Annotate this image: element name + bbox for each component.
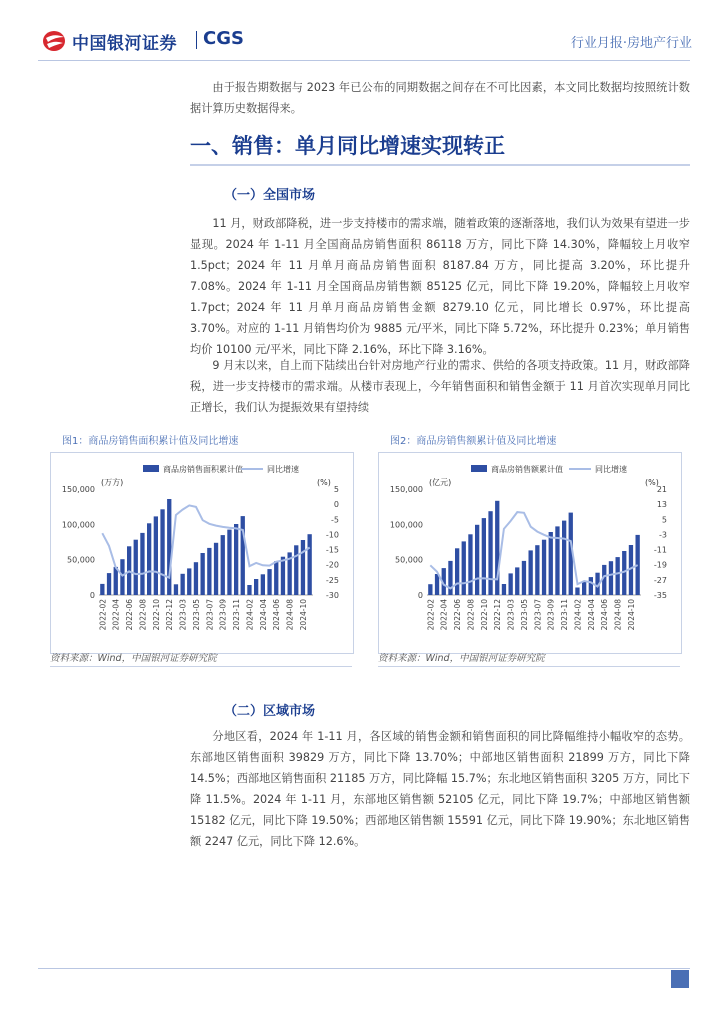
chart2-right-tick: -3	[659, 530, 667, 540]
chart2-right-tick: -35	[653, 591, 667, 600]
chart1-bar	[174, 584, 178, 595]
chart1-bar	[247, 585, 251, 595]
chart1-bar	[221, 535, 225, 595]
chart1-x-tick: 2024-04	[258, 599, 268, 631]
chart2-bar	[435, 574, 439, 595]
chart2-bar	[428, 584, 432, 595]
section-heading: 一、销售：单月同比增速实现转正	[190, 133, 505, 158]
chart1-bar	[167, 499, 171, 595]
chart2-x-tick: 2023-11	[560, 599, 570, 631]
chart2-left-tick: 0	[417, 591, 423, 600]
chart2-x-tick: 2024-08	[613, 599, 623, 631]
chart2-x-tick: 2024-10	[627, 599, 636, 631]
figure2-chart	[379, 453, 681, 653]
chart2-left-tick: 50,000	[395, 555, 423, 565]
chart1-bar	[194, 562, 198, 595]
chart1-left-unit: (万方)	[101, 478, 124, 487]
chart2-bar	[495, 501, 499, 595]
chart1-x-tick: 2022-08	[138, 599, 148, 631]
chart2-right-unit: (%)	[645, 478, 659, 487]
chart2-bar	[589, 577, 593, 595]
chart2-bar	[462, 541, 466, 595]
figure1-bottom-rule	[50, 666, 352, 667]
chart1-right-tick: -15	[325, 545, 339, 555]
figure1-box	[50, 452, 354, 654]
chart1-x-tick: 2024-06	[272, 599, 282, 631]
chart2-bar	[482, 518, 486, 595]
chart2-x-tick: 2024-04	[586, 599, 596, 631]
chart2-bar	[575, 588, 579, 596]
chart1-bar	[201, 553, 205, 595]
chart2-bar	[502, 584, 506, 595]
chart1-bar	[254, 579, 258, 595]
chart1-left-tick: 150,000	[61, 485, 95, 494]
chart2-legend-bar-swatch	[471, 465, 487, 472]
section-heading-underline	[190, 164, 690, 166]
chart1-bar	[120, 559, 124, 595]
chart1-x-tick: 2024-02	[245, 599, 255, 631]
chart1-bar	[154, 516, 158, 595]
chart2-bar	[475, 525, 479, 595]
chart1-bar	[227, 530, 231, 595]
chart2-x-tick: 2023-09	[546, 599, 556, 631]
chart1-bar	[281, 557, 285, 595]
chart2-bar	[555, 526, 559, 595]
chart2-x-tick: 2022-12	[493, 599, 503, 631]
chart2-x-tick: 2022-10	[479, 599, 489, 631]
chart2-right-tick: 13	[656, 500, 667, 510]
chart2-x-tick: 2023-07	[533, 599, 543, 631]
chart2-x-tick: 2024-06	[600, 599, 610, 631]
logo-text-en: CGS	[203, 28, 244, 49]
chart2-bar	[542, 540, 546, 595]
chart2-bar	[509, 573, 513, 595]
chart1-left-tick: 50,000	[67, 555, 95, 565]
chart1-bar	[114, 567, 118, 595]
chart2-x-tick: 2022-02	[426, 599, 436, 631]
national-market-paragraph-2: 9 月末以来，自上而下陆续出台针对房地产行业的需求、供给的各项支持政策。11 月，财政部降税，进一步支持楼市的需求端。从楼市表现上，今年销售面积和销售金额于 11 月首次实现单月同比正增长，我们认为提振效果有望持续	[190, 359, 690, 414]
report-type: 行业月报·房地产行业	[570, 36, 692, 51]
chart2-bar	[535, 545, 539, 595]
figure2-title: 图2：商品房销售额累计值及同比增速	[390, 436, 557, 447]
chart1-x-tick: 2022-12	[165, 599, 175, 631]
chart2-right-tick: 21	[656, 485, 667, 494]
chart2-x-tick: 2023-05	[520, 599, 529, 631]
chart1-x-tick: 2022-04	[111, 599, 121, 631]
chart1-right-tick: -20	[325, 560, 339, 570]
regional-market-paragraph: 分地区看，2024 年 1-11 月，各区域的销售金额和销售面积的同比降幅维持小幅收窄的态势。东部地区销售面积 39829 万方，同比下降 13.70%；中部地区销售面积 21899 万方，同比下降 14.5%；西部地区销售面积 21185 万方，同比降幅 15.7%；东北地区销售面积 3205 万方，同比下降 11.5%。2024 年 1-11 月，东部地区销售额 52105 亿元，同比下降 19.7%；中部地区销售额 15182 亿元，同比下降 19.50%；西部地区销售额 15591 亿元，同比下降 19.90%；东北地区销售额 2247 亿元，同比下降 12.6%。	[190, 730, 690, 848]
chart1-bar	[187, 568, 191, 595]
chart1-legend-line-label: 同比增速	[267, 465, 299, 474]
chart1-right-tick: -10	[325, 530, 339, 540]
chart1-bar	[107, 573, 111, 595]
chart2-bar	[616, 557, 620, 595]
chart1-bar	[294, 545, 298, 595]
chart2-right-tick: -27	[653, 575, 667, 585]
chart2-bar	[522, 561, 526, 595]
chart2-bar	[609, 561, 613, 595]
chart2-x-tick: 2022-08	[466, 599, 476, 631]
chart2-growth-line	[430, 512, 637, 588]
chart2-left-tick: 150,000	[389, 485, 423, 494]
chart2-bar	[515, 567, 519, 595]
chart1-x-tick: 2024-08	[285, 599, 295, 631]
intro-paragraph: 由于报告期数据与 2023 年已公布的同期数据之间存在不可比因素，本文同比数据均按照统计数据计算历史数据得来。	[190, 81, 690, 115]
figure1-source: 资料来源：Wind，中国银河证券研究院	[50, 653, 217, 664]
figure2-bottom-rule	[378, 666, 680, 667]
chart1-x-tick: 2024-10	[299, 599, 308, 631]
chart1-x-tick: 2022-10	[151, 599, 161, 631]
chart1-bar	[267, 569, 271, 595]
chart1-bar	[134, 540, 138, 595]
chart1-right-tick: -5	[331, 515, 339, 525]
chart2-left-tick: 100,000	[389, 520, 423, 530]
header-divider	[38, 60, 690, 61]
chart1-bar	[100, 584, 104, 595]
subsection-heading-regional: （二）区域市场	[224, 704, 316, 719]
chart2-x-tick: 2022-04	[439, 599, 449, 631]
chart1-right-unit: (%)	[317, 478, 331, 487]
chart1-bar	[147, 523, 151, 595]
chart2-bar	[448, 561, 452, 595]
chart1-legend-bar-label: 商品房销售面积累计值	[163, 465, 243, 474]
chart1-x-tick: 2023-07	[205, 599, 215, 631]
chart2-bar	[582, 581, 586, 595]
chart2-legend-line-label: 同比增速	[595, 465, 627, 474]
chart1-x-tick: 2023-09	[218, 599, 228, 631]
chart2-x-tick: 2024-02	[573, 599, 583, 631]
chart2-x-tick: 2023-03	[506, 599, 516, 631]
figure1-title: 图1：商品房销售面积累计值及同比增速	[62, 436, 239, 447]
chart1-left-tick: 0	[89, 591, 95, 600]
chart2-bar	[529, 550, 533, 595]
chart2-right-tick: 5	[661, 515, 667, 525]
chart1-bar	[241, 516, 245, 595]
chart1-bar	[301, 540, 305, 595]
subsection-heading-national: （一）全国市场	[224, 188, 316, 203]
cgs-logo-mark	[42, 30, 68, 52]
chart1-bar	[160, 509, 164, 595]
chart2-legend-bar-label: 商品房销售额累计值	[491, 465, 563, 474]
chart1-bar	[308, 534, 312, 595]
chart1-growth-line	[102, 505, 309, 577]
page-number	[671, 970, 689, 988]
chart1-x-tick: 2022-06	[125, 599, 135, 631]
chart1-right-tick: 5	[333, 485, 339, 494]
chart2-bar	[549, 532, 553, 595]
chart1-legend-bar-swatch	[143, 465, 159, 472]
chart1-bar	[207, 548, 211, 595]
chart1-bar	[181, 574, 185, 595]
chart1-bar	[261, 574, 265, 595]
chart1-bar	[140, 533, 144, 595]
chart2-x-tick: 2022-06	[453, 599, 463, 631]
chart1-x-tick: 2022-02	[98, 599, 108, 631]
chart1-bar	[214, 543, 218, 595]
chart1-right-tick: 0	[333, 500, 339, 510]
chart2-bar	[455, 548, 459, 595]
chart2-left-unit: (亿元)	[429, 478, 452, 487]
chart1-x-tick: 2023-05	[192, 599, 201, 631]
figure2-source: 资料来源：Wind，中国银河证券研究院	[378, 653, 545, 664]
chart2-bar	[562, 521, 566, 595]
figure1-chart	[51, 453, 353, 653]
national-market-paragraph-1: 11 月，财政部降税，进一步支持楼市的需求端，随着政策的逐渐落地，我们认为效果有望进一步显现。2024 年 1-11 月全国商品房销售面积 86118 万方，同比下降 14.30%，降幅较上月收窄 1.5pct；2024 年 11 月单月商品房销售面积 8187.84 万方，同比提高 3.20%，环比提升 7.08%。2024 年 1-11 月全国商品房销售额 85125 亿元，同比下降 19.20%，降幅较上月收窄 1.7pct；2024 年 11 月单月商品房销售金额 8279.10 亿元，同比增长 0.97%，环比提高 3.70%。对应的 1-11 月销售均价为 9885 元/平米，同比下降 5.72%，环比提升 0.23%；单月销售均价 10100 元/平米，同比下降 2.16%，环比下降 3.16%。	[190, 217, 690, 356]
chart2-bar	[488, 511, 492, 595]
chart2-right-tick: -19	[653, 560, 667, 570]
figure2-box	[378, 452, 682, 654]
chart2-right-tick: -11	[653, 545, 667, 555]
footer-divider	[38, 968, 690, 969]
chart1-right-tick: -30	[325, 591, 339, 600]
chart1-x-tick: 2023-11	[232, 599, 242, 631]
logo-divider	[196, 31, 197, 49]
chart2-bar	[468, 534, 472, 595]
chart1-bar	[234, 524, 238, 595]
chart1-bar	[274, 561, 278, 595]
chart1-left-tick: 100,000	[61, 520, 95, 530]
chart1-right-tick: -25	[325, 575, 339, 585]
chart1-x-tick: 2023-03	[178, 599, 188, 631]
logo-text-cn: 中国银河证券	[72, 34, 177, 54]
